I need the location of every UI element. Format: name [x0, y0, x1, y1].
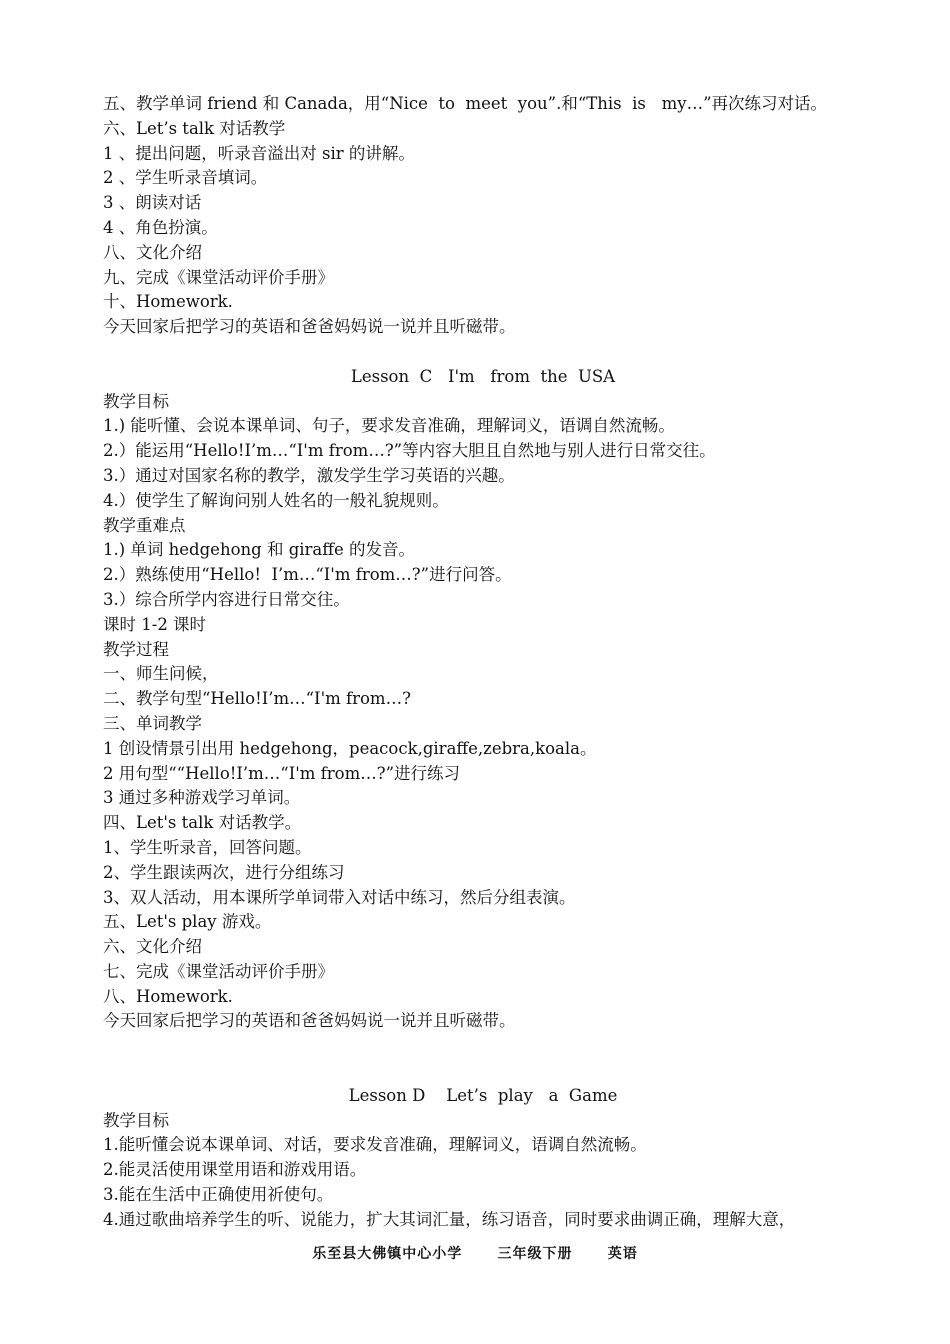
text-line: 2.能灵活使用课堂用语和游戏用语。 [103, 1160, 367, 1180]
text-line: 六、Let’s talk 对话教学 [103, 118, 286, 138]
text-line: 3.能在生活中正确使用祈使句。 [103, 1185, 334, 1205]
blank-line [103, 340, 863, 365]
text-line: 教学重难点 [103, 515, 186, 535]
text-line: 1 、提出问题，听录音溢出对 sir 的讲解。 [103, 143, 415, 163]
page-footer: 乐至县大佛镇中心小学 三年级下册 英语 [312, 1246, 638, 1262]
text-line: 3 通过多种游戏学习单词。 [103, 788, 301, 808]
lesson-d-title: Lesson D Let’s play a Game [348, 1085, 618, 1105]
text-line: 今天回家后把学习的英语和爸爸妈妈说一说并且听磁带。 [103, 1011, 516, 1031]
text-line: 1.能听懂会说本课单词、对话，要求发音准确，理解词义，语调自然流畅。 [103, 1135, 647, 1155]
document-body [103, 92, 863, 1233]
text-line: 教学过程 [103, 639, 169, 659]
text-line: 教学目标 [103, 391, 169, 411]
text-line: 二、教学句型“Hello!I’m…“I'm from…? [103, 689, 411, 709]
text-line: 2.）能运用“Hello!I’m…“I'm from…?”等内容大胆且自然地与别人进行日常交往。 [103, 441, 716, 461]
text-line: 十、Homework. [103, 292, 233, 312]
lesson-d-section [103, 1084, 863, 1233]
text-line: 4 、角色扮演。 [103, 217, 218, 237]
section-1 [103, 92, 863, 340]
lesson-c-title: Lesson C I'm from the USA [350, 366, 616, 386]
text-line: 六、文化介绍 [103, 937, 202, 957]
text-line: 九、完成《课堂活动评价手册》 [103, 267, 334, 287]
lesson-c-section [103, 365, 863, 1035]
text-line: 3、双人活动，用本课所学单词带入对话中练习，然后分组表演。 [103, 887, 576, 907]
text-line: 教学目标 [103, 1110, 169, 1130]
text-line: 八、文化介绍 [103, 242, 202, 262]
text-line: 四、Let's talk 对话教学。 [103, 813, 302, 833]
text-line: 1、学生听录音，回答问题。 [103, 837, 312, 857]
text-line: 七、完成《课堂活动评价手册》 [103, 961, 334, 981]
text-line: 4.）使学生了解询问别人姓名的一般礼貌规则。 [103, 490, 449, 510]
blank-line [103, 1034, 863, 1084]
text-line: 3 、朗读对话 [103, 193, 202, 213]
text-line: 2、学生跟读两次，进行分组练习 [103, 862, 345, 882]
text-line: 八、Homework. [103, 986, 233, 1006]
text-line: 2 用句型““Hello!I’m…“I'm from…?”进行练习 [103, 763, 461, 783]
text-line: 课时 1-2 课时 [103, 614, 207, 634]
text-line: 五、教学单词 friend 和 Canada，用“Nice to meet you”.和“This is my…”再次练习对话。 [103, 94, 828, 113]
text-line: 一、师生问候， [103, 664, 219, 684]
text-line: 1.) 能听懂、会说本课单词、句子，要求发音准确，理解词义，语调自然流畅。 [103, 416, 675, 436]
text-line: 五、Let's play 游戏。 [103, 912, 272, 932]
text-line: 3.）通过对国家名称的教学，激发学生学习英语的兴趣。 [103, 465, 515, 485]
text-line: 三、单词教学 [103, 713, 202, 733]
text-line: 今天回家后把学习的英语和爸爸妈妈说一说并且听磁带。 [103, 317, 516, 337]
text-line: 3.）综合所学内容进行日常交往。 [103, 589, 350, 609]
text-line: 4.通过歌曲培养学生的听、说能力，扩大其词汇量，练习语音，同时要求曲调正确，理解大意， [103, 1209, 796, 1229]
text-line: 1 创设情景引出用 hedgehong，peacock,giraffe,zebra,koala。 [103, 738, 597, 758]
text-line: 2 、学生听录音填词。 [103, 168, 268, 188]
text-line: 2.）熟练使用“Hello! I’m…“I'm from…?”进行问答。 [103, 565, 512, 585]
text-line: 1.) 单词 hedgehong 和 giraffe 的发音。 [103, 540, 415, 560]
